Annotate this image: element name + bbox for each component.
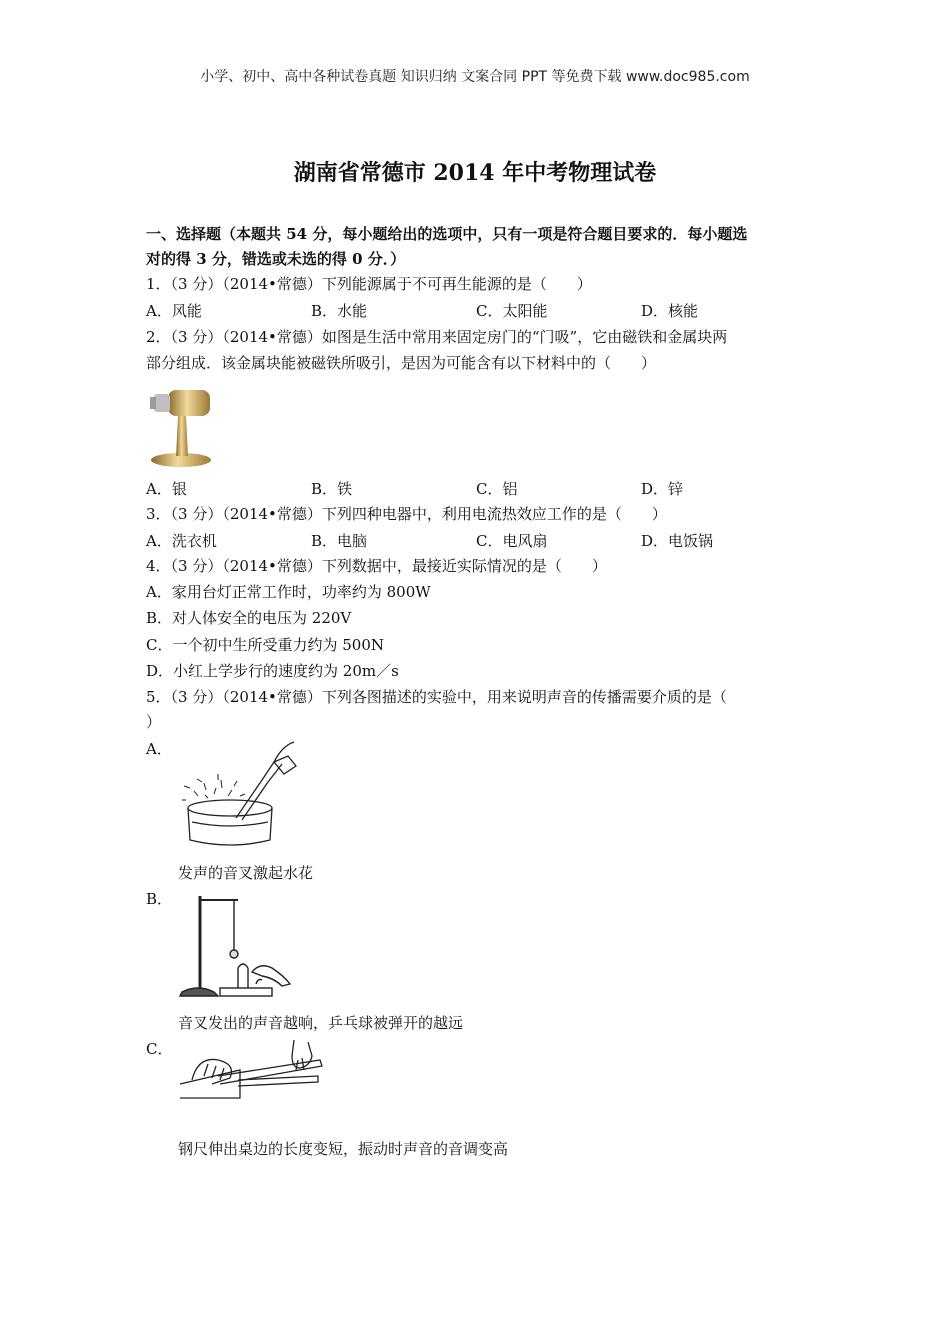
q1-option-a: A．风能 [146, 302, 202, 320]
q4-option-d: D．小红上学步行的速度约为 20m／s [146, 662, 399, 680]
page-header: 小学、初中、高中各种试卷真题 知识归纳 文案合同 PPT 等免费下载 www.doc985.com [200, 69, 750, 85]
q1-option-d: D．核能 [641, 302, 699, 320]
q1-stem: 1．（3 分）（2014•常德）下列能源属于不可再生能源的是（ ） [146, 275, 592, 293]
tuning-fork-water-figure [178, 736, 304, 850]
section-heading-line2: 对的得 3 分，错选或未选的得 0 分．） [146, 250, 406, 268]
q5-option-b-label: B． [146, 890, 173, 908]
q3-option-a: A．洗衣机 [146, 532, 217, 550]
q2-option-b: B．铁 [311, 480, 353, 498]
steel-ruler-figure [178, 1036, 326, 1106]
q4-option-a: A．家用台灯正常工作时，功率约为 800W [146, 583, 431, 601]
q4-stem: 4．（3 分）（2014•常德）下列数据中，最接近实际情况的是（ ） [146, 557, 607, 575]
q5-option-a-label: A． [146, 740, 172, 758]
tuning-fork-pingpong-figure [178, 888, 298, 1000]
q4-option-c: C．一个初中生所受重力约为 500N [146, 636, 385, 654]
q3-option-d: D．电饭锅 [641, 532, 714, 550]
q2-option-a: A．银 [146, 480, 187, 498]
door-stopper-image [146, 376, 216, 470]
q5-option-a-caption: 发声的音叉激起水花 [178, 864, 314, 882]
q5-option-b-caption: 音叉发出的声音越响，乒乓球被弹开的越远 [178, 1014, 464, 1032]
q5-option-c-label: C． [146, 1040, 173, 1058]
q5-stem-line1: 5．（3 分）（2014•常德）下列各图描述的实验中，用来说明声音的传播需要介质的是（ [146, 688, 727, 706]
q5-stem-line2: ） [146, 713, 162, 731]
q5-option-c-caption: 钢尺伸出桌边的长度变短，振动时声音的音调变高 [178, 1140, 509, 1158]
q3-stem: 3．（3 分）（2014•常德）下列四种电器中，利用电流热效应工作的是（ ） [146, 505, 667, 523]
q2-option-c: C．铝 [476, 480, 518, 498]
exam-title: 湖南省常德市 2014 年中考物理试卷 [293, 160, 657, 186]
q2-stem-line2: 部分组成．该金属块能被磁铁所吸引，是因为可能含有以下材料中的（ ） [146, 354, 657, 372]
q1-option-c: C．太阳能 [476, 302, 548, 320]
q3-option-c: C．电风扇 [476, 532, 548, 550]
q2-option-d: D．锌 [641, 480, 684, 498]
q1-option-b: B．水能 [311, 302, 368, 320]
q2-stem-line1: 2．（3 分）（2014•常德）如图是生活中常用来固定房门的“门吸”，它由磁铁和金属块两 [146, 328, 728, 346]
q3-option-b: B．电脑 [311, 532, 368, 550]
q4-option-b: B．对人体安全的电压为 220V [146, 609, 352, 627]
section-heading-line1: 一、选择题（本题共 54 分，每小题给出的选项中，只有一项是符合题目要求的．每小题选 [146, 225, 748, 243]
